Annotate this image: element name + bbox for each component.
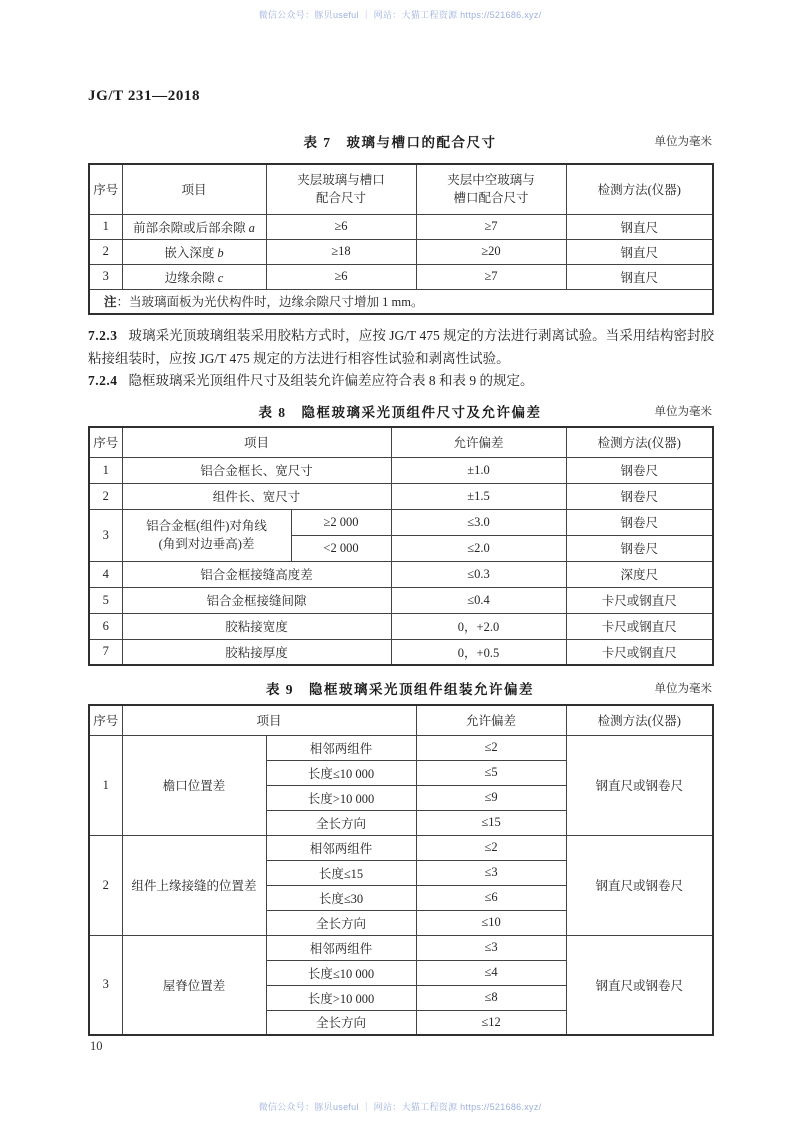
table-note-row <box>89 289 713 314</box>
t8-r1-item: 铝合金框长、宽尺寸 <box>122 457 391 483</box>
table-row <box>89 239 713 264</box>
table-row <box>89 835 713 860</box>
t7-head-insulated-line1: 夹层中空玻璃与 <box>447 173 535 188</box>
table-row <box>89 735 713 760</box>
standard-code: JG/T 231—2018 <box>88 88 201 104</box>
t9-g1-s1-cond: 相邻两组件 <box>266 735 416 760</box>
t8-r1-dev: ±1.0 <box>391 457 566 483</box>
t8-r4-dev: ≤0.3 <box>391 561 566 587</box>
t7-head-laminated-line2: 配合尺寸 <box>315 191 366 206</box>
t9-g1-s4-dev: ≤15 <box>416 810 566 835</box>
t8-r5-dev: ≤0.4 <box>391 587 566 613</box>
clause-7-2-4-number: 7.2.4 <box>88 373 118 388</box>
t9-g1-method: 钢直尺或钢卷尺 <box>566 735 713 835</box>
t9-g3-s3-cond: 长度>10 000 <box>266 985 416 1010</box>
t8-r4-no: 4 <box>89 561 122 587</box>
t7-r1-item <box>122 214 266 239</box>
t9-g2-s4-dev: ≤10 <box>416 910 566 935</box>
t7-head-no: 序号 <box>89 164 122 214</box>
t7-r3-no: 3 <box>89 264 122 289</box>
t7-note <box>89 289 713 314</box>
t8-r3-no: 3 <box>89 509 122 561</box>
t7-r1-var: a <box>248 220 255 235</box>
t8-r4-item: 铝合金框接缝高度差 <box>122 561 391 587</box>
t8-head-item: 项目 <box>122 427 391 457</box>
t8-r1-no: 1 <box>89 457 122 483</box>
t9-g2-s2-dev: ≤3 <box>416 860 566 885</box>
t8-r2-no: 2 <box>89 483 122 509</box>
t9-head-method: 检测方法(仪器) <box>566 705 713 735</box>
table-row <box>89 483 713 509</box>
t9-g3-s2-dev: ≤4 <box>416 960 566 985</box>
t8-head-method: 检测方法(仪器) <box>566 427 713 457</box>
t9-g2-s4-cond: 全长方向 <box>266 910 416 935</box>
t7-head-insulated-line2: 槽口配合尺寸 <box>453 191 529 206</box>
table-row <box>89 457 713 483</box>
t8-r3-item <box>122 509 291 561</box>
t8-r3b-cond: <2 000 <box>291 535 391 561</box>
t9-g2-method: 钢直尺或钢卷尺 <box>566 835 713 935</box>
t7-r3-var: c <box>217 270 224 285</box>
t9-g3-item: 屋脊位置差 <box>122 935 266 1035</box>
t9-g2-s3-dev: ≤6 <box>416 885 566 910</box>
table-row <box>89 214 713 239</box>
t7-head-item: 项目 <box>122 164 266 214</box>
table8-caption-row <box>88 401 712 421</box>
t7-r2-v2: ≥20 <box>416 239 566 264</box>
t8-r2-method: 钢卷尺 <box>566 483 713 509</box>
t9-g1-s4-cond: 全长方向 <box>266 810 416 835</box>
t7-r1-method: 钢直尺 <box>566 214 713 239</box>
t7-r2-item <box>122 239 266 264</box>
t8-r1-method: 钢卷尺 <box>566 457 713 483</box>
t8-r6-item: 胶粘接宽度 <box>122 613 391 639</box>
clause-7-2-3-text: 玻璃采光顶玻璃组装采用胶粘方式时，应按 JG/T 475 规定的方法进行剥离试验。当采用结构密封胶粘接组装时，应按 JG/T 475 规定的方法进行相容性试验和剥离性试验。 <box>88 328 714 366</box>
t8-head-no: 序号 <box>89 427 122 457</box>
t7-r3-v2: ≥7 <box>416 264 566 289</box>
table9-assembly-tolerances <box>88 704 714 1036</box>
t7-r1-v2: ≥7 <box>416 214 566 239</box>
t7-r3-method: 钢直尺 <box>566 264 713 289</box>
t8-r7-method: 卡尺或钢直尺 <box>566 639 713 665</box>
clause-7-2-4 <box>88 370 714 393</box>
clause-7-2-4-text: 隐框玻璃采光顶组件尺寸及组装允许偏差应符合表 8 和表 9 的规定。 <box>128 373 534 388</box>
table8-caption: 表 8 隐框玻璃采光顶组件尺寸及允许偏差 <box>258 405 542 420</box>
t7-r2-no: 2 <box>89 239 122 264</box>
t9-g1-item: 檐口位置差 <box>122 735 266 835</box>
t9-g1-s1-dev: ≤2 <box>416 735 566 760</box>
t9-g2-s1-cond: 相邻两组件 <box>266 835 416 860</box>
t8-r3a-cond: ≥2 000 <box>291 509 391 535</box>
t8-r7-item: 胶粘接厚度 <box>122 639 391 665</box>
t8-r3a-method: 钢卷尺 <box>566 509 713 535</box>
header-watermark: 微信公众号：豚贝useful ｜ 网站：大猫工程资源 https://521686.xyz/ <box>258 10 542 20</box>
t8-r3a-dev: ≤3.0 <box>391 509 566 535</box>
t8-r7-no: 7 <box>89 639 122 665</box>
t8-r2-item: 组件长、宽尺寸 <box>122 483 391 509</box>
table9-caption: 表 9 隐框玻璃采光顶组件组装允许偏差 <box>265 682 535 697</box>
t8-r5-item: 铝合金框接缝间隙 <box>122 587 391 613</box>
t7-head-laminated <box>266 164 416 214</box>
t9-g3-s2-cond: 长度≤10 000 <box>266 960 416 985</box>
t8-r5-method: 卡尺或钢直尺 <box>566 587 713 613</box>
t7-r1-v1: ≥6 <box>266 214 416 239</box>
table9-caption-row <box>88 678 712 698</box>
page-number: 10 <box>90 1039 103 1053</box>
t8-r6-dev: 0，+2.0 <box>391 613 566 639</box>
table8-component-dimensions <box>88 426 714 666</box>
t9-head-no: 序号 <box>89 705 122 735</box>
table8-unit-note: 单位为毫米 <box>654 406 712 418</box>
t7-r1-item-text: 前部余隙或后部余隙 <box>133 220 246 235</box>
t8-r2-dev: ±1.5 <box>391 483 566 509</box>
table7-unit-note: 单位为毫米 <box>654 136 712 148</box>
t8-r5-no: 5 <box>89 587 122 613</box>
t8-r7-dev: 0，+0.5 <box>391 639 566 665</box>
t7-note-label: 注 <box>104 295 117 310</box>
t7-head-laminated-line1: 夹层玻璃与槽口 <box>297 173 385 188</box>
t9-g3-no: 3 <box>89 935 122 1035</box>
footer-watermark: 微信公众号：豚贝useful ｜ 网站：大猫工程资源 https://521686.xyz/ <box>258 1102 542 1112</box>
t8-r4-method: 深度尺 <box>566 561 713 587</box>
t8-r6-no: 6 <box>89 613 122 639</box>
t7-r2-v1: ≥18 <box>266 239 416 264</box>
table7-caption-row <box>88 131 712 151</box>
t7-head-insulated <box>416 164 566 214</box>
t7-r2-method: 钢直尺 <box>566 239 713 264</box>
t9-g3-s1-cond: 相邻两组件 <box>266 935 416 960</box>
clause-7-2-3-number: 7.2.3 <box>88 328 118 343</box>
t9-head-dev: 允许偏差 <box>416 705 566 735</box>
table-row <box>89 509 713 535</box>
t9-head-item: 项目 <box>122 705 416 735</box>
t7-r3-item <box>122 264 266 289</box>
clause-7-2-3 <box>88 325 714 370</box>
table7-caption: 表 7 玻璃与槽口的配合尺寸 <box>303 135 497 150</box>
t9-g2-no: 2 <box>89 835 122 935</box>
table-row <box>89 561 713 587</box>
t7-note-text: ：当玻璃面板为光伏构件时，边缘余隙尺寸增加 1 mm。 <box>116 295 424 310</box>
t8-r3b-method: 钢卷尺 <box>566 535 713 561</box>
table7-glass-groove-fit <box>88 163 714 315</box>
t9-g2-item: 组件上缘接缝的位置差 <box>122 835 266 935</box>
t7-r1-no: 1 <box>89 214 122 239</box>
t9-g1-s3-cond: 长度>10 000 <box>266 785 416 810</box>
t9-g3-s4-cond: 全长方向 <box>266 1010 416 1035</box>
t9-g3-method: 钢直尺或钢卷尺 <box>566 935 713 1035</box>
t9-g2-s2-cond: 长度≤15 <box>266 860 416 885</box>
t9-g1-no: 1 <box>89 735 122 835</box>
table-row <box>89 587 713 613</box>
t7-r2-var: b <box>217 245 224 260</box>
t9-g2-s1-dev: ≤2 <box>416 835 566 860</box>
t9-g3-s4-dev: ≤12 <box>416 1010 566 1035</box>
t8-r6-method: 卡尺或钢直尺 <box>566 613 713 639</box>
t7-head-method: 检测方法(仪器) <box>566 164 713 214</box>
t9-g1-s2-cond: 长度≤10 000 <box>266 760 416 785</box>
table-row <box>89 639 713 665</box>
t7-r3-item-text: 边缘余隙 <box>164 270 215 285</box>
t9-g1-s3-dev: ≤9 <box>416 785 566 810</box>
t9-g3-s1-dev: ≤3 <box>416 935 566 960</box>
table-row <box>89 935 713 960</box>
table-row <box>89 264 713 289</box>
t8-r3-item-line1: 铝合金框(组件)对角线 <box>146 519 267 533</box>
t8-r3b-dev: ≤2.0 <box>391 535 566 561</box>
t9-g1-s2-dev: ≤5 <box>416 760 566 785</box>
t8-head-dev: 允许偏差 <box>391 427 566 457</box>
t7-r3-v1: ≥6 <box>266 264 416 289</box>
t8-r3-item-line2: (角到对边垂高)差 <box>158 537 255 551</box>
t9-g3-s3-dev: ≤8 <box>416 985 566 1010</box>
t9-g2-s3-cond: 长度≤30 <box>266 885 416 910</box>
table-row <box>89 613 713 639</box>
t7-r2-item-text: 嵌入深度 <box>164 245 215 260</box>
table9-unit-note: 单位为毫米 <box>654 683 712 695</box>
